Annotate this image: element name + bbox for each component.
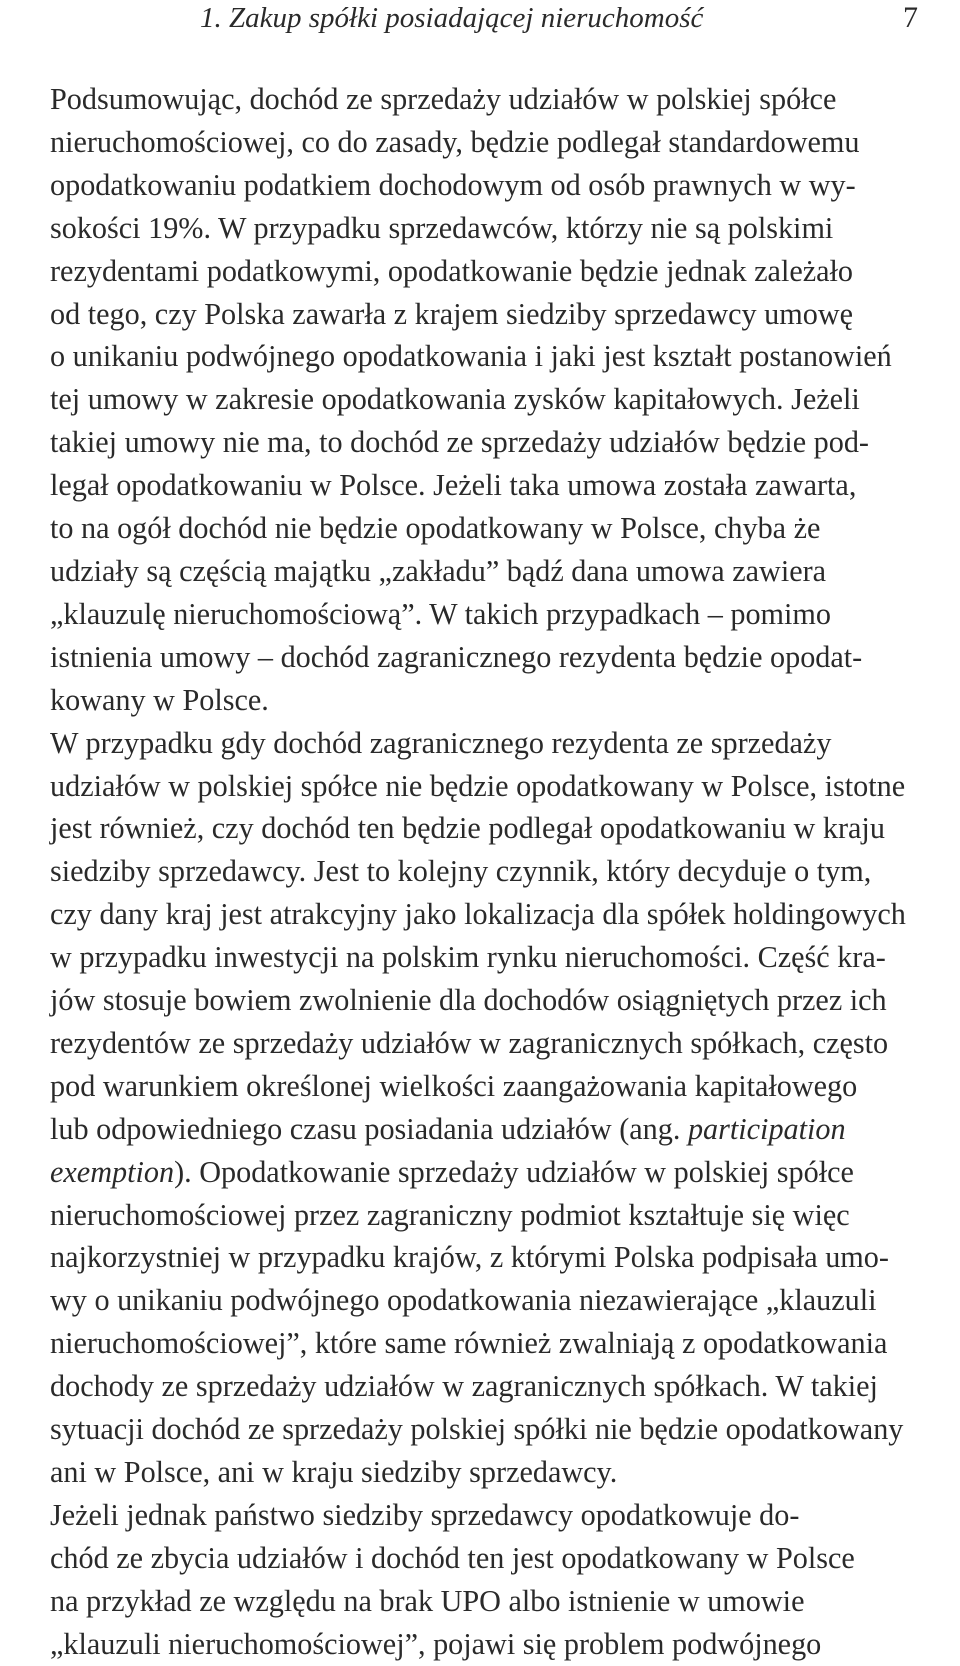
text-line: czy dany kraj jest atrakcyjny jako lokalizacja dla spółek holdingowych <box>50 897 906 932</box>
text-line: dochody ze sprzedaży udziałów w zagranicznych spółkach. W takiej <box>50 1369 878 1404</box>
italic-term: participation <box>687 1111 846 1146</box>
text-line: udziałów w polskiej spółce nie będzie opodatkowany w Polsce, istotne <box>50 768 906 803</box>
text-line: nieruchomościowej przez zagraniczny podmiot kształtuje się więc <box>50 1197 850 1232</box>
running-title: 1. Zakup spółki posiadającej nieruchomość <box>200 2 704 34</box>
text-line: sokości 19%. W przypadku sprzedawców, którzy nie są polskimi <box>50 210 834 245</box>
text-line: istnienia umowy – dochód zagranicznego rezydenta będzie opodat- <box>50 639 863 674</box>
text-line: nieruchomościowej”, które same również zwalniają z opodatkowania <box>50 1326 888 1361</box>
text-line: ani w Polsce, ani w kraju siedziby sprzedawcy. <box>50 1455 618 1489</box>
text-line: sytuacji dochód ze sprzedaży polskiej spółki nie będzie opodatkowany <box>50 1412 904 1447</box>
text-line: takiej umowy nie ma, to dochód ze sprzedaży udziałów będzie pod- <box>50 425 869 460</box>
text-line: o unikaniu podwójnego opodatkowania i jaki jest kształt postanowień <box>50 339 892 374</box>
text-run: lub odpowiedniego czasu posiadania udziałów (ang. <box>50 1111 688 1146</box>
text-line <box>10 1151 918 1194</box>
text-line: rezydentami podatkowymi, opodatkowanie będzie jednak zależało <box>50 253 854 288</box>
text-line: W przypadku gdy dochód zagranicznego rezydenta ze sprzedaży <box>50 725 832 760</box>
page-number: 7 <box>903 1 918 34</box>
text-line: „klauzuli nieruchomościowej”, pojawi się problem podwójnego <box>50 1626 822 1661</box>
italic-term: exemption <box>50 1154 175 1189</box>
text-line: opodatkowaniu podatkiem dochodowym od osób prawnych w wy- <box>50 167 856 202</box>
text-line: najkorzystniej w przypadku krajów, z którymi Polska podpisała umo- <box>50 1240 889 1275</box>
paragraph-1 <box>10 78 918 722</box>
text-line: jów stosuje bowiem zwolnienie dla dochodów osiągniętych przez ich <box>50 983 887 1018</box>
text-line: pod warunkiem określonej wielkości zaangażowania kapitałowego <box>50 1068 858 1103</box>
text-line: to na ogół dochód nie będzie opodatkowany w Polsce, chyba że <box>50 511 821 546</box>
text-line: legał opodatkowaniu w Polsce. Jeżeli taka umowa została zawarta, <box>50 468 857 503</box>
paragraph-3 <box>10 1494 918 1666</box>
text-line: wy o unikaniu podwójnego opodatkowania niezawierające „klauzuli <box>50 1283 877 1318</box>
text-line: chód ze zbycia udziałów i dochód ten jest opodatkowany w Polsce <box>50 1540 855 1575</box>
text-line: rezydentów ze sprzedaży udziałów w zagranicznych spółkach, często <box>50 1025 889 1060</box>
text-line: w przypadku inwestycji na polskim rynku nieruchomości. Część kra- <box>50 940 886 975</box>
text-line: nieruchomościowej, co do zasady, będzie podlegał standardowemu <box>50 124 860 159</box>
text-run: ). Opodatkowanie sprzedaży udziałów w polskiej spółce <box>174 1154 854 1189</box>
text-line: udziały są częścią majątku „zakładu” bądź dana umowa zawiera <box>50 553 827 588</box>
text-line: na przykład ze względu na brak UPO albo istnienie w umowie <box>50 1583 805 1618</box>
running-head <box>200 0 918 44</box>
paragraph-2 <box>10 722 918 1494</box>
text-line <box>10 1108 918 1151</box>
text-line: kowany w Polsce. <box>50 682 269 717</box>
text-line: Jeżeli jednak państwo siedziby sprzedawcy opodatkowuje do- <box>50 1497 800 1532</box>
body-text <box>10 78 918 1666</box>
text-line: jest również, czy dochód ten będzie podlegał opodatkowaniu w kraju <box>50 811 885 846</box>
text-line: „klauzulę nieruchomościową”. W takich przypadkach – pomimo <box>50 596 831 631</box>
text-line: tej umowy w zakresie opodatkowania zysków kapitałowych. Jeżeli <box>50 382 860 417</box>
text-line: od tego, czy Polska zawarła z krajem siedziby sprzedawcy umowę <box>50 296 854 331</box>
text-line: Podsumowując, dochód ze sprzedaży udziałów w polskiej spółce <box>50 82 837 116</box>
text-line: siedziby sprzedawcy. Jest to kolejny czynnik, który decyduje o tym, <box>50 854 872 889</box>
